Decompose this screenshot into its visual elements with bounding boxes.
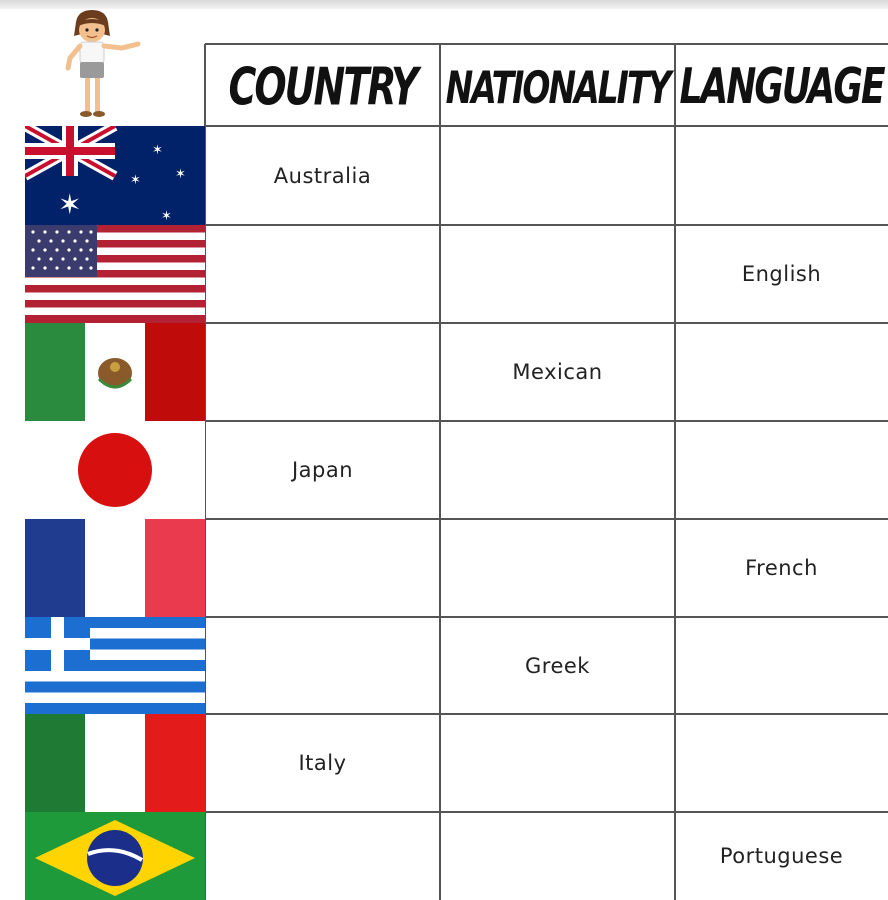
svg-text:✶: ✶: [58, 188, 82, 221]
cell-nationality: [440, 421, 675, 519]
cell-language: Portuguese: [719, 844, 844, 868]
cell-language: [675, 126, 888, 225]
cell-nationality: [440, 812, 675, 900]
mexico-flag: [25, 323, 205, 421]
cell-country: [205, 225, 440, 323]
cell-language: [675, 617, 888, 714]
greece-flag: [25, 617, 205, 714]
header-country: COUNTRY: [228, 57, 417, 117]
svg-text:✶: ✶: [130, 173, 141, 188]
usa-flag: [25, 225, 205, 323]
japan-flag: [25, 421, 205, 519]
svg-text:✶: ✶: [152, 143, 163, 158]
cell-nationality: Greek: [525, 653, 590, 678]
cell-country: [205, 617, 440, 714]
australia-flag: [25, 126, 205, 225]
cell-country: [205, 812, 440, 900]
cell-language: [675, 323, 888, 421]
svg-text:✶: ✶: [175, 167, 186, 182]
cell-nationality: [440, 519, 675, 617]
cell-country: [205, 519, 440, 617]
cell-nationality: [440, 714, 675, 812]
cell-nationality: [440, 225, 675, 323]
header-nationality: NATIONALITY: [445, 60, 670, 114]
header-language: LANGUAGE: [679, 59, 884, 115]
svg-text:✶: ✶: [161, 209, 172, 224]
france-flag: [25, 519, 205, 617]
cell-language: [675, 421, 888, 519]
cell-country: Italy: [298, 751, 347, 775]
brazil-flag: [25, 812, 205, 900]
cell-country: Japan: [291, 458, 354, 482]
cell-nationality: [440, 126, 675, 225]
cell-country: [205, 323, 440, 421]
cell-language: French: [745, 556, 818, 580]
cell-nationality: Mexican: [512, 360, 603, 384]
cell-country: Australia: [273, 163, 372, 188]
italy-flag: [25, 714, 205, 812]
cell-language: English: [741, 262, 822, 286]
cell-language: [675, 714, 888, 812]
